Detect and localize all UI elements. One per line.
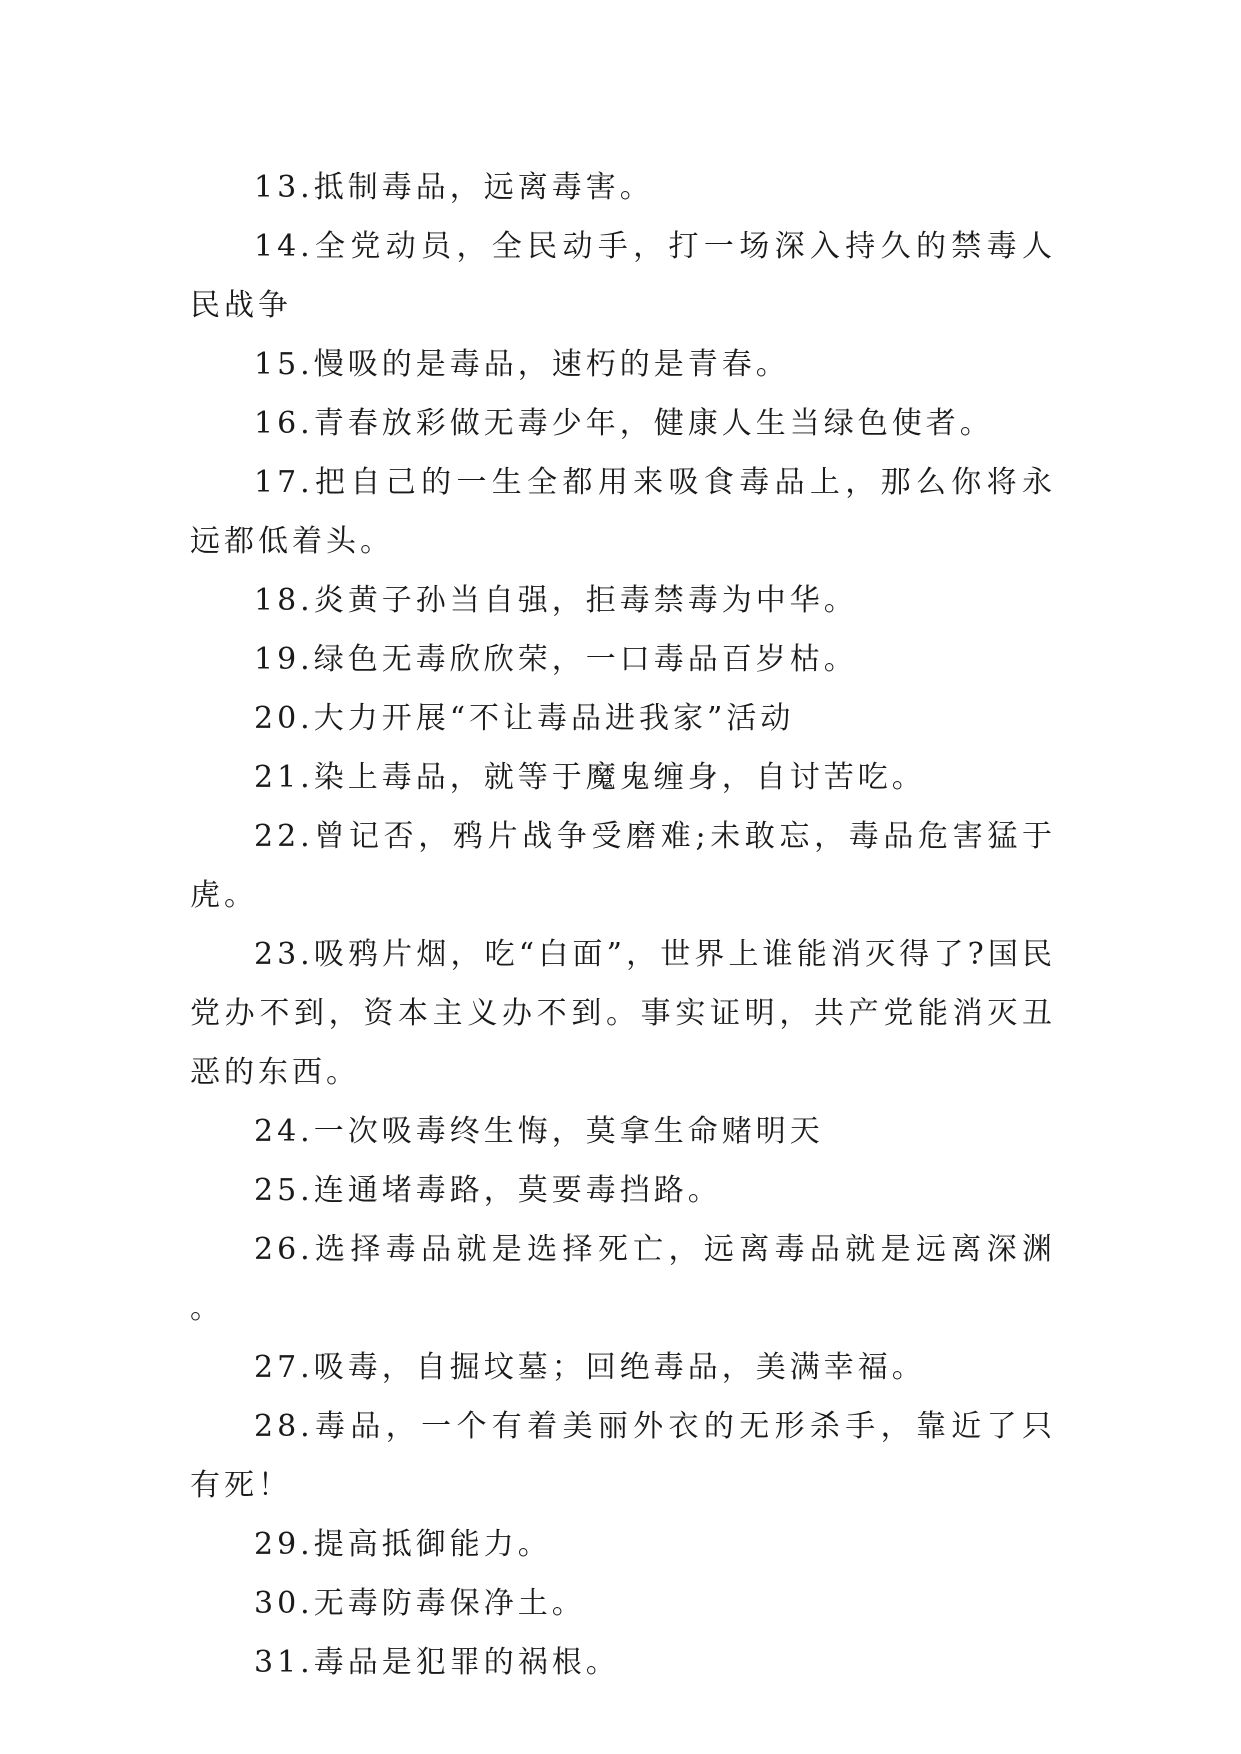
list-item: 27.吸毒，自掘坟墓；回绝毒品，美满幸福。 <box>254 1350 926 1385</box>
list-item: 19.绿色无毒欣欣荣，一口毒品百岁枯。 <box>254 642 858 677</box>
list-item: 17.把自己的一生全都用来吸食毒品上，那么你将永远都低着头。 <box>190 465 1056 559</box>
list-item: 20.大力开展“不让毒品进我家”活动 <box>254 701 795 736</box>
list-item: 24.一次吸毒终生悔，莫拿生命赌明天 <box>254 1114 824 1149</box>
list-item: 25.连通堵毒路，莫要毒挡路。 <box>254 1173 722 1208</box>
list-item: 14.全党动员，全民动手，打一场深入持久的禁毒人民战争 <box>190 229 1056 323</box>
list-item: 22.曾记否，鸦片战争受磨难;未敢忘，毒品危害猛于虎。 <box>190 819 1056 913</box>
list-item: 16.青春放彩做无毒少年，健康人生当绿色使者。 <box>254 406 994 441</box>
list-item: 26.选择毒品就是选择死亡，远离毒品就是远离深渊。 <box>190 1232 1056 1326</box>
list-item: 23.吸鸦片烟，吃“白面”，世界上谁能消灭得了?国民党办不到，资本主义办不到。事实证明，共产党能消灭丑恶的东西。 <box>190 937 1056 1090</box>
list-item: 29.提高抵御能力。 <box>254 1527 552 1562</box>
list-item: 18.炎黄子孙当自强，拒毒禁毒为中华。 <box>254 583 858 618</box>
list-item: 28.毒品，一个有着美丽外衣的无形杀手，靠近了只有死！ <box>190 1409 1056 1503</box>
list-item: 31.毒品是犯罪的祸根。 <box>254 1645 620 1680</box>
list-item: 30.无毒防毒保净土。 <box>254 1586 586 1621</box>
list-item: 15.慢吸的是毒品，速朽的是青春。 <box>254 347 790 382</box>
list-item: 21.染上毒品，就等于魔鬼缠身，自讨苦吃。 <box>254 760 926 795</box>
slogan-list <box>190 158 1056 1692</box>
list-item: 13.抵制毒品，远离毒害。 <box>254 170 654 205</box>
